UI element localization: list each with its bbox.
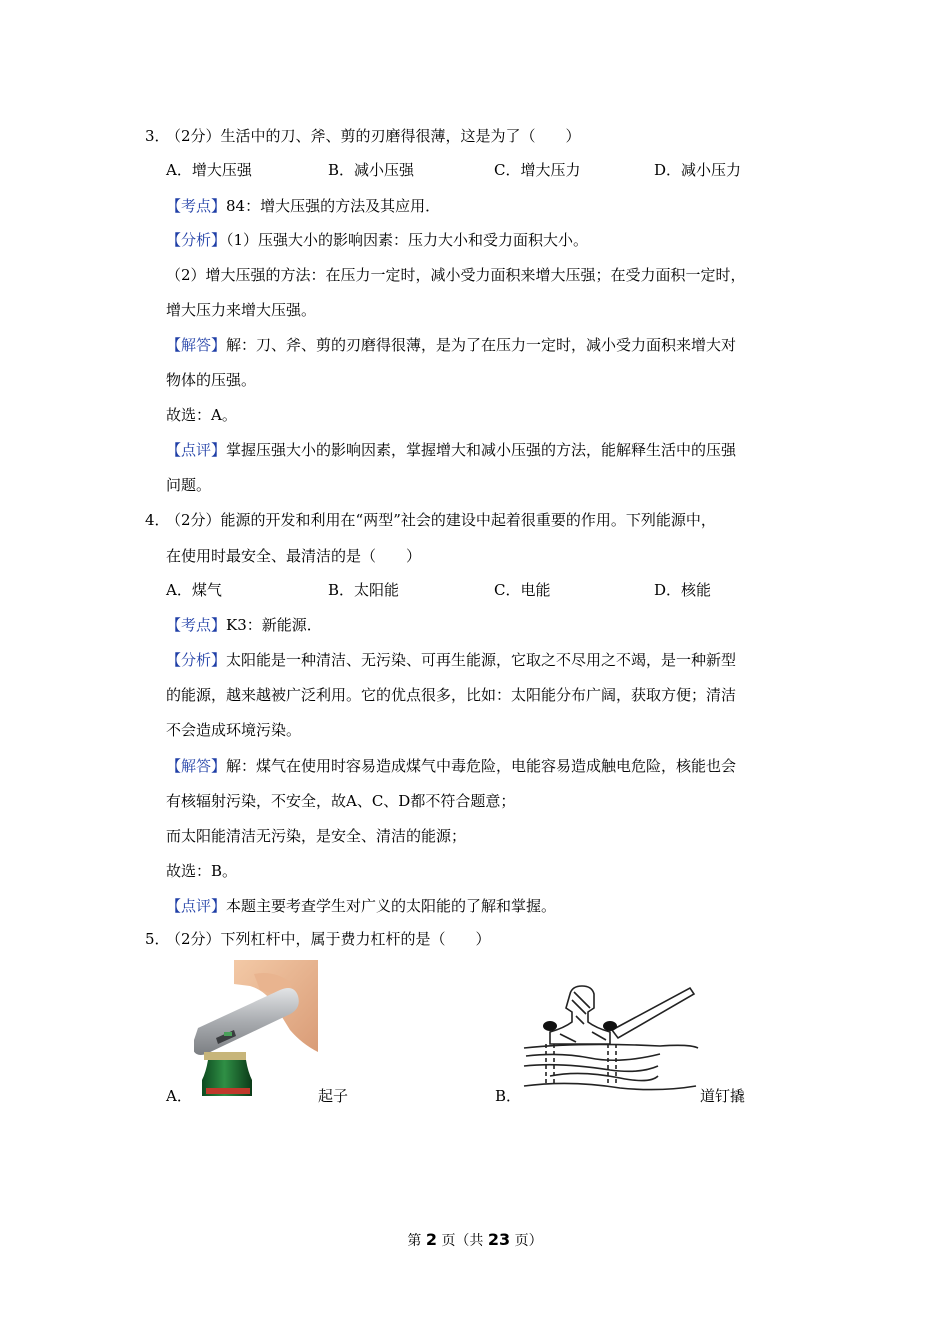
q3-option-a: A．增大压强 <box>166 161 252 179</box>
q3-stem: （2分）生活中的刀、斧、剪的刃磨得很薄，这是为了（ ） <box>166 127 581 145</box>
q4-dianping-text: 本题主要考查学生对广义的太阳能的了解和掌握。 <box>226 897 557 915</box>
q4-answer: 故选：B。 <box>166 862 238 880</box>
q4-jieda-text: 解：煤气在使用时容易造成煤气中毒危险，电能容易造成触电危险，核能也会 <box>226 757 737 775</box>
total-pages: 23 <box>487 1230 511 1249</box>
jieda-tag: 【解答】 <box>166 336 227 354</box>
footer-suffix: 页） <box>514 1233 543 1249</box>
q5-number: 5． <box>145 930 170 948</box>
q4-dianping <box>166 896 556 916</box>
q4-jieda <box>166 756 736 776</box>
jieda-tag: 【解答】 <box>166 757 227 775</box>
kaodian-tag: 【考点】 <box>166 197 227 215</box>
q5-stem: （2分）下列杠杆中，属于费力杠杆的是（ ） <box>166 930 491 948</box>
q4-stem-b: 在使用时最安全、最清洁的是（ ） <box>166 547 422 565</box>
q4-kaodian <box>166 615 322 635</box>
bottle-opener-image <box>194 960 318 1096</box>
q4-option-b: B．太阳能 <box>328 581 400 599</box>
q3-dianping-text: 掌握压强大小的影响因素，掌握增大和减小压强的方法，能解释生活中的压强 <box>226 441 737 459</box>
q5-option-b-label: 道钉撬 <box>700 1087 746 1105</box>
q3-jieda-b: 物体的压强。 <box>166 371 257 389</box>
q3-fenxi-2b: 增大压力来增大压强。 <box>166 301 317 319</box>
q3-kaodian <box>166 196 440 216</box>
q3-option-c: C．增大压力 <box>494 161 581 179</box>
q5-option-b-letter: B． <box>495 1087 522 1105</box>
q4-options <box>166 580 786 600</box>
q3-fenxi-2a: （2）增大压强的方法：在压力一定时，减小受力面积来增大压强；在受力面积一定时， <box>166 266 746 284</box>
q4-option-a: A．煤气 <box>166 581 222 599</box>
q3-dianping <box>166 440 736 460</box>
q4-fenxi <box>166 650 736 670</box>
q4-kaodian-text: K3：新能源． <box>226 616 322 634</box>
q4-option-d: D．核能 <box>654 581 712 599</box>
kaodian-tag: 【考点】 <box>166 616 227 634</box>
q3-jieda-text: 解：刀、斧、剪的刃磨得很薄，是为了在压力一定时，减小受力面积来增大对 <box>226 336 737 354</box>
q3-number: 3． <box>145 127 170 145</box>
dianping-tag: 【点评】 <box>166 897 227 915</box>
page-footer <box>0 1230 950 1250</box>
q3-jieda <box>166 335 736 355</box>
q3-option-d: D．减小压力 <box>654 161 742 179</box>
page-number: 2 <box>425 1230 437 1249</box>
q4-number: 4． <box>145 511 170 529</box>
q4-jieda-c: 而太阳能清洁无污染，是安全、清洁的能源； <box>166 827 467 845</box>
rail-spike-lever-diagram <box>520 982 700 1092</box>
footer-middle: 页（共 <box>441 1233 484 1249</box>
q3-answer: 故选：A。 <box>166 406 237 424</box>
q3-fenxi <box>166 230 588 250</box>
dianping-tag: 【点评】 <box>166 441 227 459</box>
fenxi-tag: 【分析】 <box>166 231 227 249</box>
q4-option-c: C．电能 <box>494 581 551 599</box>
q5-option-a-letter: A． <box>166 1087 192 1105</box>
q3-options <box>166 160 786 180</box>
q4-fenxi-text: 太阳能是一种清洁、无污染、可再生能源，它取之不尽用之不竭，是一种新型 <box>226 651 737 669</box>
q3-kaodian-text: 84：增大压强的方法及其应用． <box>226 197 441 215</box>
q4-stem-a: （2分）能源的开发和利用在“两型”社会的建设中起着很重要的作用。下列能源中， <box>166 511 716 529</box>
footer-prefix: 第 <box>407 1233 422 1249</box>
q4-jieda-b: 有核辐射污染，不安全，故A、C、D都不符合题意； <box>166 792 516 810</box>
q4-fenxi-c: 不会造成环境污染。 <box>166 721 302 739</box>
fenxi-tag: 【分析】 <box>166 651 227 669</box>
q4-fenxi-b: 的能源，越来越被广泛利用。它的优点很多，比如：太阳能分布广阔，获取方便；清洁 <box>166 686 737 704</box>
q5-option-a-label: 起子 <box>318 1087 349 1105</box>
q3-dianping-b: 问题。 <box>166 476 212 494</box>
q3-option-b: B．减小压强 <box>328 161 415 179</box>
q3-fenxi-text: （1）压强大小的影响因素：压力大小和受力面积大小。 <box>226 231 589 249</box>
